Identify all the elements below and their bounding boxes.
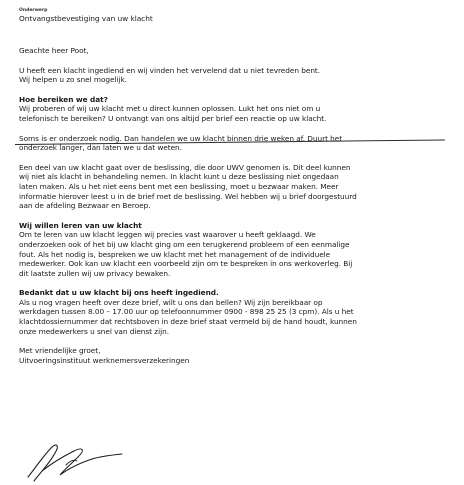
text-line: wij niet als klacht in behandeling nemen. In klacht kunt u deze beslissing niet ongedaan: [19, 172, 339, 182]
section-heading: Hoe bereiken we dat?: [19, 94, 108, 104]
text-line: fout. Als het nodig is, bespreken we uw klacht met het management of de individuele: [19, 249, 331, 259]
text-line: onze medewerkers u snel van dienst zijn.: [19, 326, 169, 336]
research-paragraph: [19, 134, 455, 153]
subject-label: Onderwerp: [19, 8, 48, 13]
salutation: Geachte heer Poot,: [19, 46, 89, 55]
closing-organization: Uitvoeringsinstituut werknemersverzekeringen: [19, 355, 190, 365]
text-line: U heeft een klacht ingediend en wij vinden het vervelend dat u niet tevreden bent.: [19, 65, 321, 75]
section-learn: [19, 221, 455, 279]
closing-greeting: Met vriendelijke groet,: [19, 346, 101, 356]
letter: [19, 8, 455, 365]
text-line: telefonisch te bereiken? U ontvangt van ons altijd per brief een reactie op uw klacht.: [19, 113, 327, 123]
section-heading: Wij willen leren van uw klacht: [19, 220, 142, 230]
text-line: onderzoek langer, dan laten we u dat weten.: [19, 143, 182, 153]
section-heading: Bedankt dat u uw klacht bij ons heeft ingediend.: [19, 288, 219, 298]
text-line: Als u nog vragen heeft over deze brief, wilt u ons dan bellen? Wij zijn bereikbaar op: [19, 297, 323, 307]
text-line: Om te leren van uw klacht leggen wij precies vast waarover u heeft geklaagd. We: [19, 230, 316, 240]
text-line: laten maken. Als u het niet eens bent met een beslissing, moet u bezwaar maken. Meer: [19, 181, 339, 191]
closing: [19, 346, 455, 365]
text-line: werkdagen tussen 8.00 – 17.00 uur op telefoonnummer 0900 - 898 25 25 (3 cpm). Als u het: [19, 307, 354, 317]
subject: Ontvangstbevestiging van uw klacht: [19, 14, 153, 23]
text-line: Soms is er onderzoek nodig. Dan handelen we uw klacht binnen drie weken af. Duurt het: [19, 133, 343, 143]
text-line: onderzoeken ook of het bij uw klacht ging om een terugkerend probleem of een eenmalige: [19, 239, 350, 249]
section-thanks: [19, 288, 455, 336]
text-line: Wij helpen u zo snel mogelijk.: [19, 75, 127, 85]
text-line: dit laatste zullen wij uw privacy bewaken.: [19, 268, 171, 278]
intro-paragraph: [19, 66, 455, 85]
text-line: aan de afdeling Bezwaar en Beroep.: [19, 201, 151, 211]
text-line: medewerker. Ook kan uw klacht een voorbeeld zijn om te bespreken in ons werkoverleg. Bij: [19, 259, 353, 269]
text-line: Een deel van uw klacht gaat over de beslissing, die door UWV genomen is. Dit deel kunnen: [19, 162, 351, 172]
section-reach: [19, 95, 455, 124]
text-line: klachtdossiernummer dat rechtsboven in deze brief staat vermeld bij de hand houdt, kunnen: [19, 317, 357, 327]
text-line: Wij proberen of wij uw klacht met u direct kunnen oplossen. Lukt het ons niet om u: [19, 104, 321, 114]
handwritten-signature: [22, 437, 132, 485]
decision-paragraph: [19, 163, 455, 211]
text-line: informatie hierover leest u in de brief met de beslissing. Wel hebben wij u brief doorgestuurd: [19, 191, 357, 201]
